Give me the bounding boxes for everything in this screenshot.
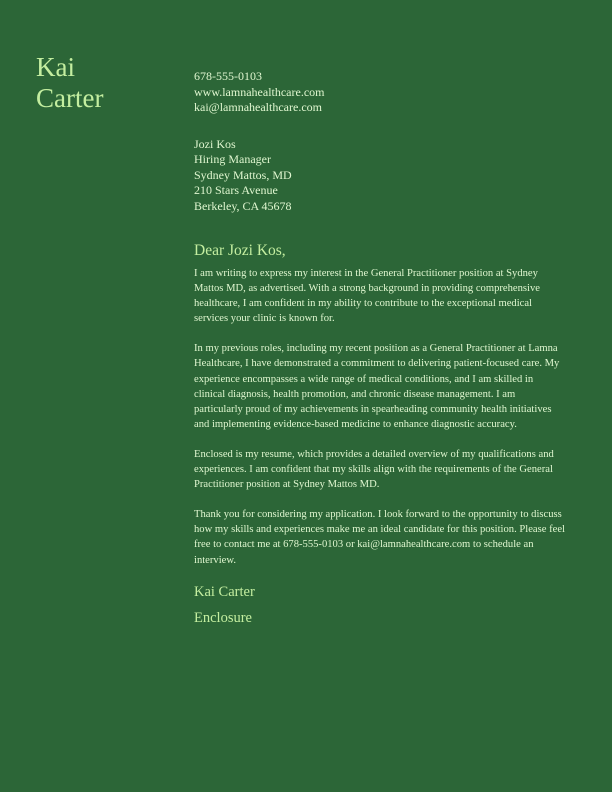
letter-main (194, 69, 566, 627)
salutation: Dear Jozi Kos, (194, 242, 286, 259)
recipient-city: Berkeley, CA 45678 (194, 198, 292, 213)
sender-first-name: Kai (36, 52, 75, 82)
sender-email: kai@lamnahealthcare.com (194, 100, 322, 114)
sender-phone: 678-555-0103 (194, 69, 262, 83)
body-paragraph: Enclosed is my resume, which provides a detailed overview of my qualifications and experiences. I am confident that my skills align with the requirements of the General Practitioner position at Sydney Mattos MD. (194, 448, 554, 491)
enclosure-label: Enclosure (194, 609, 252, 626)
sender-last-name: Carter (36, 83, 104, 113)
sender-name (36, 52, 156, 114)
recipient-company: Sydney Mattos, MD (194, 167, 292, 182)
body-paragraph: Thank you for considering my application. I look forward to the opportunity to discuss how my skills and experiences make me an ideal candidate for this position. Please feel free to contact me at 678-555-0103 or kai@lamnahealthcare.com to schedule an interview. (194, 509, 565, 566)
recipient-street: 210 Stars Avenue (194, 183, 278, 197)
recipient-name: Jozi Kos (194, 136, 236, 151)
sender-contact (194, 69, 566, 116)
recipient-title: Hiring Manager (194, 152, 271, 166)
recipient-address (194, 137, 566, 215)
signature-name: Kai Carter (194, 583, 255, 600)
body-paragraph: In my previous roles, including my recent position as a General Practitioner at Lamna Healthcare, I have demonstrated a commitment to delivering patient-focused care. My experience encompasses a wide range of medical conditions, and I am skilled in clinical diagnosis, health promotion, and chronic disease management. I am particularly proud of my achievements in spearheading community health initiatives and implementing evidence-based medicine to enhance diagnostic accuracy. (194, 343, 560, 430)
body-paragraph: I am writing to express my interest in the General Practitioner position at Sydney Mattos MD, as advertised. With a strong background in providing comprehensive healthcare, I am confident in my ability to contribute to the exceptional medical services your clinic is known for. (194, 268, 540, 325)
sender-website: www.lamnahealthcare.com (194, 84, 325, 99)
letter-body (194, 266, 566, 568)
